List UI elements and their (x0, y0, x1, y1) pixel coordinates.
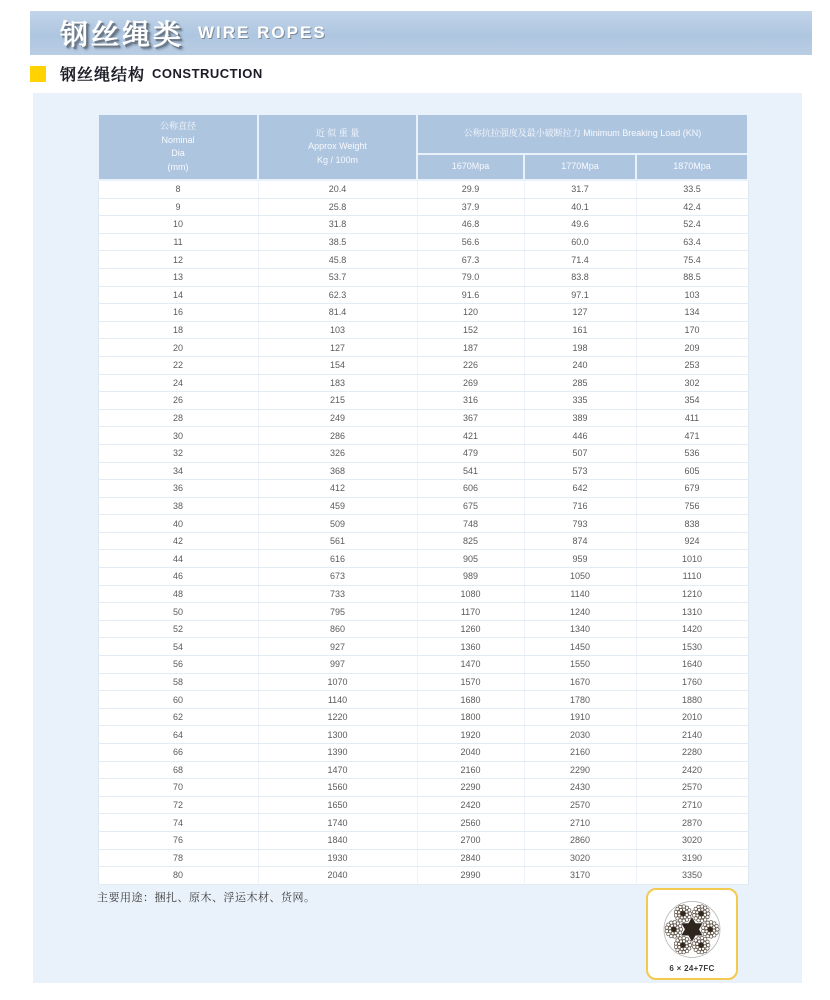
table-cell: 37.9 (417, 198, 524, 216)
table-cell: 860 (258, 620, 417, 638)
table-cell: 2290 (524, 761, 636, 779)
table-cell: 793 (524, 515, 636, 533)
table-cell: 1570 (417, 673, 524, 691)
banner-title-en: WIRE ROPES (198, 23, 327, 42)
table-cell: 1260 (417, 620, 524, 638)
table-cell: 1080 (417, 585, 524, 603)
table-cell: 209 (636, 339, 748, 357)
col-header-diameter-en1: Nominal (161, 134, 195, 145)
col-header-breaking-load: 公称抗拉强度及最小破断拉力 Minimum Breaking Load (KN) (417, 114, 748, 154)
table-cell: 249 (258, 409, 417, 427)
table-cell: 152 (417, 321, 524, 339)
table-cell: 31.7 (524, 180, 636, 198)
table-cell: 316 (417, 392, 524, 410)
table-cell: 1840 (258, 831, 417, 849)
table-cell: 78 (98, 849, 258, 867)
table-body (98, 180, 748, 884)
table-cell: 838 (636, 515, 748, 533)
table-cell: 1470 (258, 761, 417, 779)
table-cell: 285 (524, 374, 636, 392)
table-cell: 52 (98, 620, 258, 638)
col-header-weight (258, 114, 417, 180)
table-cell: 1170 (417, 603, 524, 621)
table-cell: 2040 (258, 867, 417, 885)
table-row (98, 497, 748, 515)
col-header-weight-en: Approx Weight (308, 141, 367, 152)
table-cell: 412 (258, 480, 417, 498)
table-row (98, 603, 748, 621)
table-cell: 1920 (417, 726, 524, 744)
table-cell: 40.1 (524, 198, 636, 216)
table-cell: 80 (98, 867, 258, 885)
table-cell: 25.8 (258, 198, 417, 216)
table-cell: 1110 (636, 568, 748, 586)
table-cell: 1650 (258, 796, 417, 814)
table-cell: 13 (98, 268, 258, 286)
table-cell: 52.4 (636, 216, 748, 234)
table-cell: 605 (636, 462, 748, 480)
table-cell: 45.8 (258, 251, 417, 269)
table-cell: 58 (98, 673, 258, 691)
table-cell: 226 (417, 356, 524, 374)
col-header-diameter-unit: (mm) (167, 161, 189, 172)
table-cell: 54 (98, 638, 258, 656)
table-cell: 1140 (258, 691, 417, 709)
col-header-diameter (98, 114, 258, 180)
table-cell: 1010 (636, 550, 748, 568)
table-cell: 62 (98, 708, 258, 726)
table-cell: 46.8 (417, 216, 524, 234)
table-cell: 3020 (524, 849, 636, 867)
table-cell: 2140 (636, 726, 748, 744)
table-cell: 1240 (524, 603, 636, 621)
table-row (98, 620, 748, 638)
table-row (98, 180, 748, 198)
table-row (98, 251, 748, 269)
table-cell: 2570 (636, 779, 748, 797)
table-cell: 46 (98, 568, 258, 586)
table-cell: 1220 (258, 708, 417, 726)
table-row (98, 779, 748, 797)
table-cell: 60.0 (524, 233, 636, 251)
table-cell: 20 (98, 339, 258, 357)
table-cell: 3350 (636, 867, 748, 885)
table-cell: 72 (98, 796, 258, 814)
table-cell: 3170 (524, 867, 636, 885)
table-cell: 70 (98, 779, 258, 797)
table-cell: 63.4 (636, 233, 748, 251)
table-cell: 1050 (524, 568, 636, 586)
table-row (98, 515, 748, 533)
table-cell: 874 (524, 532, 636, 550)
rope-cross-section-icon (646, 888, 738, 980)
table-cell: 60 (98, 691, 258, 709)
table-cell: 44 (98, 550, 258, 568)
table-cell: 64 (98, 726, 258, 744)
table-cell: 29.9 (417, 180, 524, 198)
specs-table (97, 113, 749, 885)
table-cell: 1800 (417, 708, 524, 726)
table-cell: 240 (524, 356, 636, 374)
table-row (98, 427, 748, 445)
table-cell: 48 (98, 585, 258, 603)
table-cell: 2700 (417, 831, 524, 849)
table-cell: 42.4 (636, 198, 748, 216)
table-row (98, 339, 748, 357)
table-row (98, 462, 748, 480)
table-cell: 76 (98, 831, 258, 849)
table-row (98, 691, 748, 709)
table-cell: 97.1 (524, 286, 636, 304)
table-cell: 2560 (417, 814, 524, 832)
table-cell: 642 (524, 480, 636, 498)
table-cell: 9 (98, 198, 258, 216)
table-cell: 1140 (524, 585, 636, 603)
table-cell: 1470 (417, 656, 524, 674)
table-row (98, 726, 748, 744)
table-row (98, 585, 748, 603)
usage-note: 主要用途：捆扎、原木、浮运木材、货网。 (97, 892, 316, 904)
table-row (98, 673, 748, 691)
table-cell: 541 (417, 462, 524, 480)
table-cell: 68 (98, 761, 258, 779)
table-cell: 2860 (524, 831, 636, 849)
table-cell: 509 (258, 515, 417, 533)
table-cell: 50 (98, 603, 258, 621)
table-cell: 2420 (636, 761, 748, 779)
table-cell: 2430 (524, 779, 636, 797)
table-cell: 187 (417, 339, 524, 357)
table-cell: 74 (98, 814, 258, 832)
table-row (98, 374, 748, 392)
rope-construction-label: 6 × 24+7FC (669, 964, 715, 973)
table-cell: 154 (258, 356, 417, 374)
table-cell: 40 (98, 515, 258, 533)
table-cell: 14 (98, 286, 258, 304)
table-cell: 326 (258, 444, 417, 462)
table-cell: 103 (636, 286, 748, 304)
table-cell: 1420 (636, 620, 748, 638)
table-cell: 573 (524, 462, 636, 480)
table-cell: 1780 (524, 691, 636, 709)
table-row (98, 216, 748, 234)
table-cell: 170 (636, 321, 748, 339)
table-row (98, 656, 748, 674)
col-header-diameter-zh: 公称直径 (159, 121, 196, 131)
table-cell: 1930 (258, 849, 417, 867)
table-cell: 1680 (417, 691, 524, 709)
table-cell: 28 (98, 409, 258, 427)
table-cell: 36 (98, 480, 258, 498)
table-header (98, 114, 748, 180)
col-header-weight-zh: 近 似 重 量 (315, 127, 360, 138)
table-cell: 26 (98, 392, 258, 410)
table-cell: 2040 (417, 744, 524, 762)
table-cell: 421 (417, 427, 524, 445)
table-cell: 31.8 (258, 216, 417, 234)
page-banner (30, 11, 812, 55)
table-cell: 479 (417, 444, 524, 462)
table-cell: 16 (98, 304, 258, 322)
table-row (98, 304, 748, 322)
table-cell: 927 (258, 638, 417, 656)
table-row (98, 198, 748, 216)
table-cell: 38.5 (258, 233, 417, 251)
table-cell: 507 (524, 444, 636, 462)
table-cell: 79.0 (417, 268, 524, 286)
table-cell: 367 (417, 409, 524, 427)
table-cell: 368 (258, 462, 417, 480)
table-cell: 748 (417, 515, 524, 533)
table-cell: 269 (417, 374, 524, 392)
table-row (98, 814, 748, 832)
table-cell: 675 (417, 497, 524, 515)
table-cell: 2710 (636, 796, 748, 814)
table-cell: 91.6 (417, 286, 524, 304)
table-cell: 1880 (636, 691, 748, 709)
table-cell: 1210 (636, 585, 748, 603)
col-header-1770mpa: 1770Mpa (524, 154, 636, 180)
table-cell: 2160 (524, 744, 636, 762)
table-cell: 389 (524, 409, 636, 427)
table-cell: 1310 (636, 603, 748, 621)
table-row (98, 286, 748, 304)
section-title-en: CONSTRUCTION (152, 66, 263, 81)
table-row (98, 233, 748, 251)
table-cell: 67.3 (417, 251, 524, 269)
content-panel (33, 93, 802, 983)
table-cell: 198 (524, 339, 636, 357)
table-cell: 536 (636, 444, 748, 462)
table-row (98, 568, 748, 586)
table-cell: 62.3 (258, 286, 417, 304)
table-cell: 1070 (258, 673, 417, 691)
table-cell: 905 (417, 550, 524, 568)
table-cell: 30 (98, 427, 258, 445)
table-cell: 825 (417, 532, 524, 550)
table-cell: 127 (524, 304, 636, 322)
table-cell: 161 (524, 321, 636, 339)
table-cell: 924 (636, 532, 748, 550)
table-row (98, 550, 748, 568)
table-row (98, 761, 748, 779)
table-cell: 12 (98, 251, 258, 269)
table-cell: 1360 (417, 638, 524, 656)
table-cell: 38 (98, 497, 258, 515)
table-cell: 286 (258, 427, 417, 445)
table-cell: 66 (98, 744, 258, 762)
table-row (98, 744, 748, 762)
table-cell: 2990 (417, 867, 524, 885)
rope-cross-section-drawing (656, 893, 728, 963)
table-cell: 134 (636, 304, 748, 322)
yellow-bullet-icon (30, 66, 46, 82)
table-cell: 673 (258, 568, 417, 586)
table-cell: 959 (524, 550, 636, 568)
table-cell: 1560 (258, 779, 417, 797)
table-cell: 756 (636, 497, 748, 515)
table-cell: 471 (636, 427, 748, 445)
table-cell: 2280 (636, 744, 748, 762)
table-cell: 120 (417, 304, 524, 322)
table-cell: 2030 (524, 726, 636, 744)
table-cell: 716 (524, 497, 636, 515)
table-row (98, 532, 748, 550)
table-cell: 1910 (524, 708, 636, 726)
table-row (98, 849, 748, 867)
table-cell: 22 (98, 356, 258, 374)
table-cell: 20.4 (258, 180, 417, 198)
table-cell: 183 (258, 374, 417, 392)
table-cell: 32 (98, 444, 258, 462)
section-heading (30, 62, 263, 85)
table-cell: 11 (98, 233, 258, 251)
table-cell: 302 (636, 374, 748, 392)
table-cell: 354 (636, 392, 748, 410)
table-cell: 616 (258, 550, 417, 568)
table-cell: 679 (636, 480, 748, 498)
table-row (98, 708, 748, 726)
table-cell: 1670 (524, 673, 636, 691)
table-cell: 606 (417, 480, 524, 498)
table-cell: 3020 (636, 831, 748, 849)
table-cell: 1340 (524, 620, 636, 638)
table-cell: 215 (258, 392, 417, 410)
table-cell: 561 (258, 532, 417, 550)
table-cell: 1450 (524, 638, 636, 656)
table-cell: 24 (98, 374, 258, 392)
table-cell: 1740 (258, 814, 417, 832)
col-header-diameter-en2: Dia (171, 148, 185, 158)
table-cell: 75.4 (636, 251, 748, 269)
table-cell: 1390 (258, 744, 417, 762)
table-cell: 88.5 (636, 268, 748, 286)
table-cell: 18 (98, 321, 258, 339)
table-row (98, 409, 748, 427)
table-row (98, 321, 748, 339)
banner-title-zh: 钢丝绳类 (60, 19, 185, 50)
table-cell: 997 (258, 656, 417, 674)
table-cell: 83.8 (524, 268, 636, 286)
table-cell: 2290 (417, 779, 524, 797)
table-row (98, 268, 748, 286)
table-cell: 2010 (636, 708, 748, 726)
table-cell: 2160 (417, 761, 524, 779)
table-cell: 53.7 (258, 268, 417, 286)
table-row (98, 356, 748, 374)
table-cell: 81.4 (258, 304, 417, 322)
table-row (98, 867, 748, 885)
table-row (98, 444, 748, 462)
table-cell: 411 (636, 409, 748, 427)
table-cell: 795 (258, 603, 417, 621)
table-cell: 33.5 (636, 180, 748, 198)
table-cell: 2570 (524, 796, 636, 814)
table-cell: 10 (98, 216, 258, 234)
table-cell: 8 (98, 180, 258, 198)
table-cell: 335 (524, 392, 636, 410)
table-cell: 459 (258, 497, 417, 515)
table-cell: 253 (636, 356, 748, 374)
table-cell: 1300 (258, 726, 417, 744)
table-cell: 2420 (417, 796, 524, 814)
table-cell: 2870 (636, 814, 748, 832)
table-cell: 2710 (524, 814, 636, 832)
col-header-1670mpa: 1670Mpa (417, 154, 524, 180)
table-cell: 49.6 (524, 216, 636, 234)
table-row (98, 638, 748, 656)
table-cell: 1640 (636, 656, 748, 674)
table-cell: 3190 (636, 849, 748, 867)
table-cell: 34 (98, 462, 258, 480)
table-row (98, 480, 748, 498)
table-cell: 446 (524, 427, 636, 445)
table-cell: 71.4 (524, 251, 636, 269)
table-cell: 42 (98, 532, 258, 550)
table-cell: 989 (417, 568, 524, 586)
table-cell: 56.6 (417, 233, 524, 251)
table-cell: 56 (98, 656, 258, 674)
table-row (98, 796, 748, 814)
section-title-zh: 钢丝绳结构 (60, 67, 146, 84)
table-cell: 2840 (417, 849, 524, 867)
table-cell: 127 (258, 339, 417, 357)
table-row (98, 831, 748, 849)
col-header-1870mpa: 1870Mpa (636, 154, 748, 180)
table-row (98, 392, 748, 410)
table-cell: 103 (258, 321, 417, 339)
table-cell: 733 (258, 585, 417, 603)
col-header-weight-unit: Kg / 100m (316, 154, 359, 165)
table-cell: 1530 (636, 638, 748, 656)
table-cell: 1550 (524, 656, 636, 674)
table-cell: 1760 (636, 673, 748, 691)
